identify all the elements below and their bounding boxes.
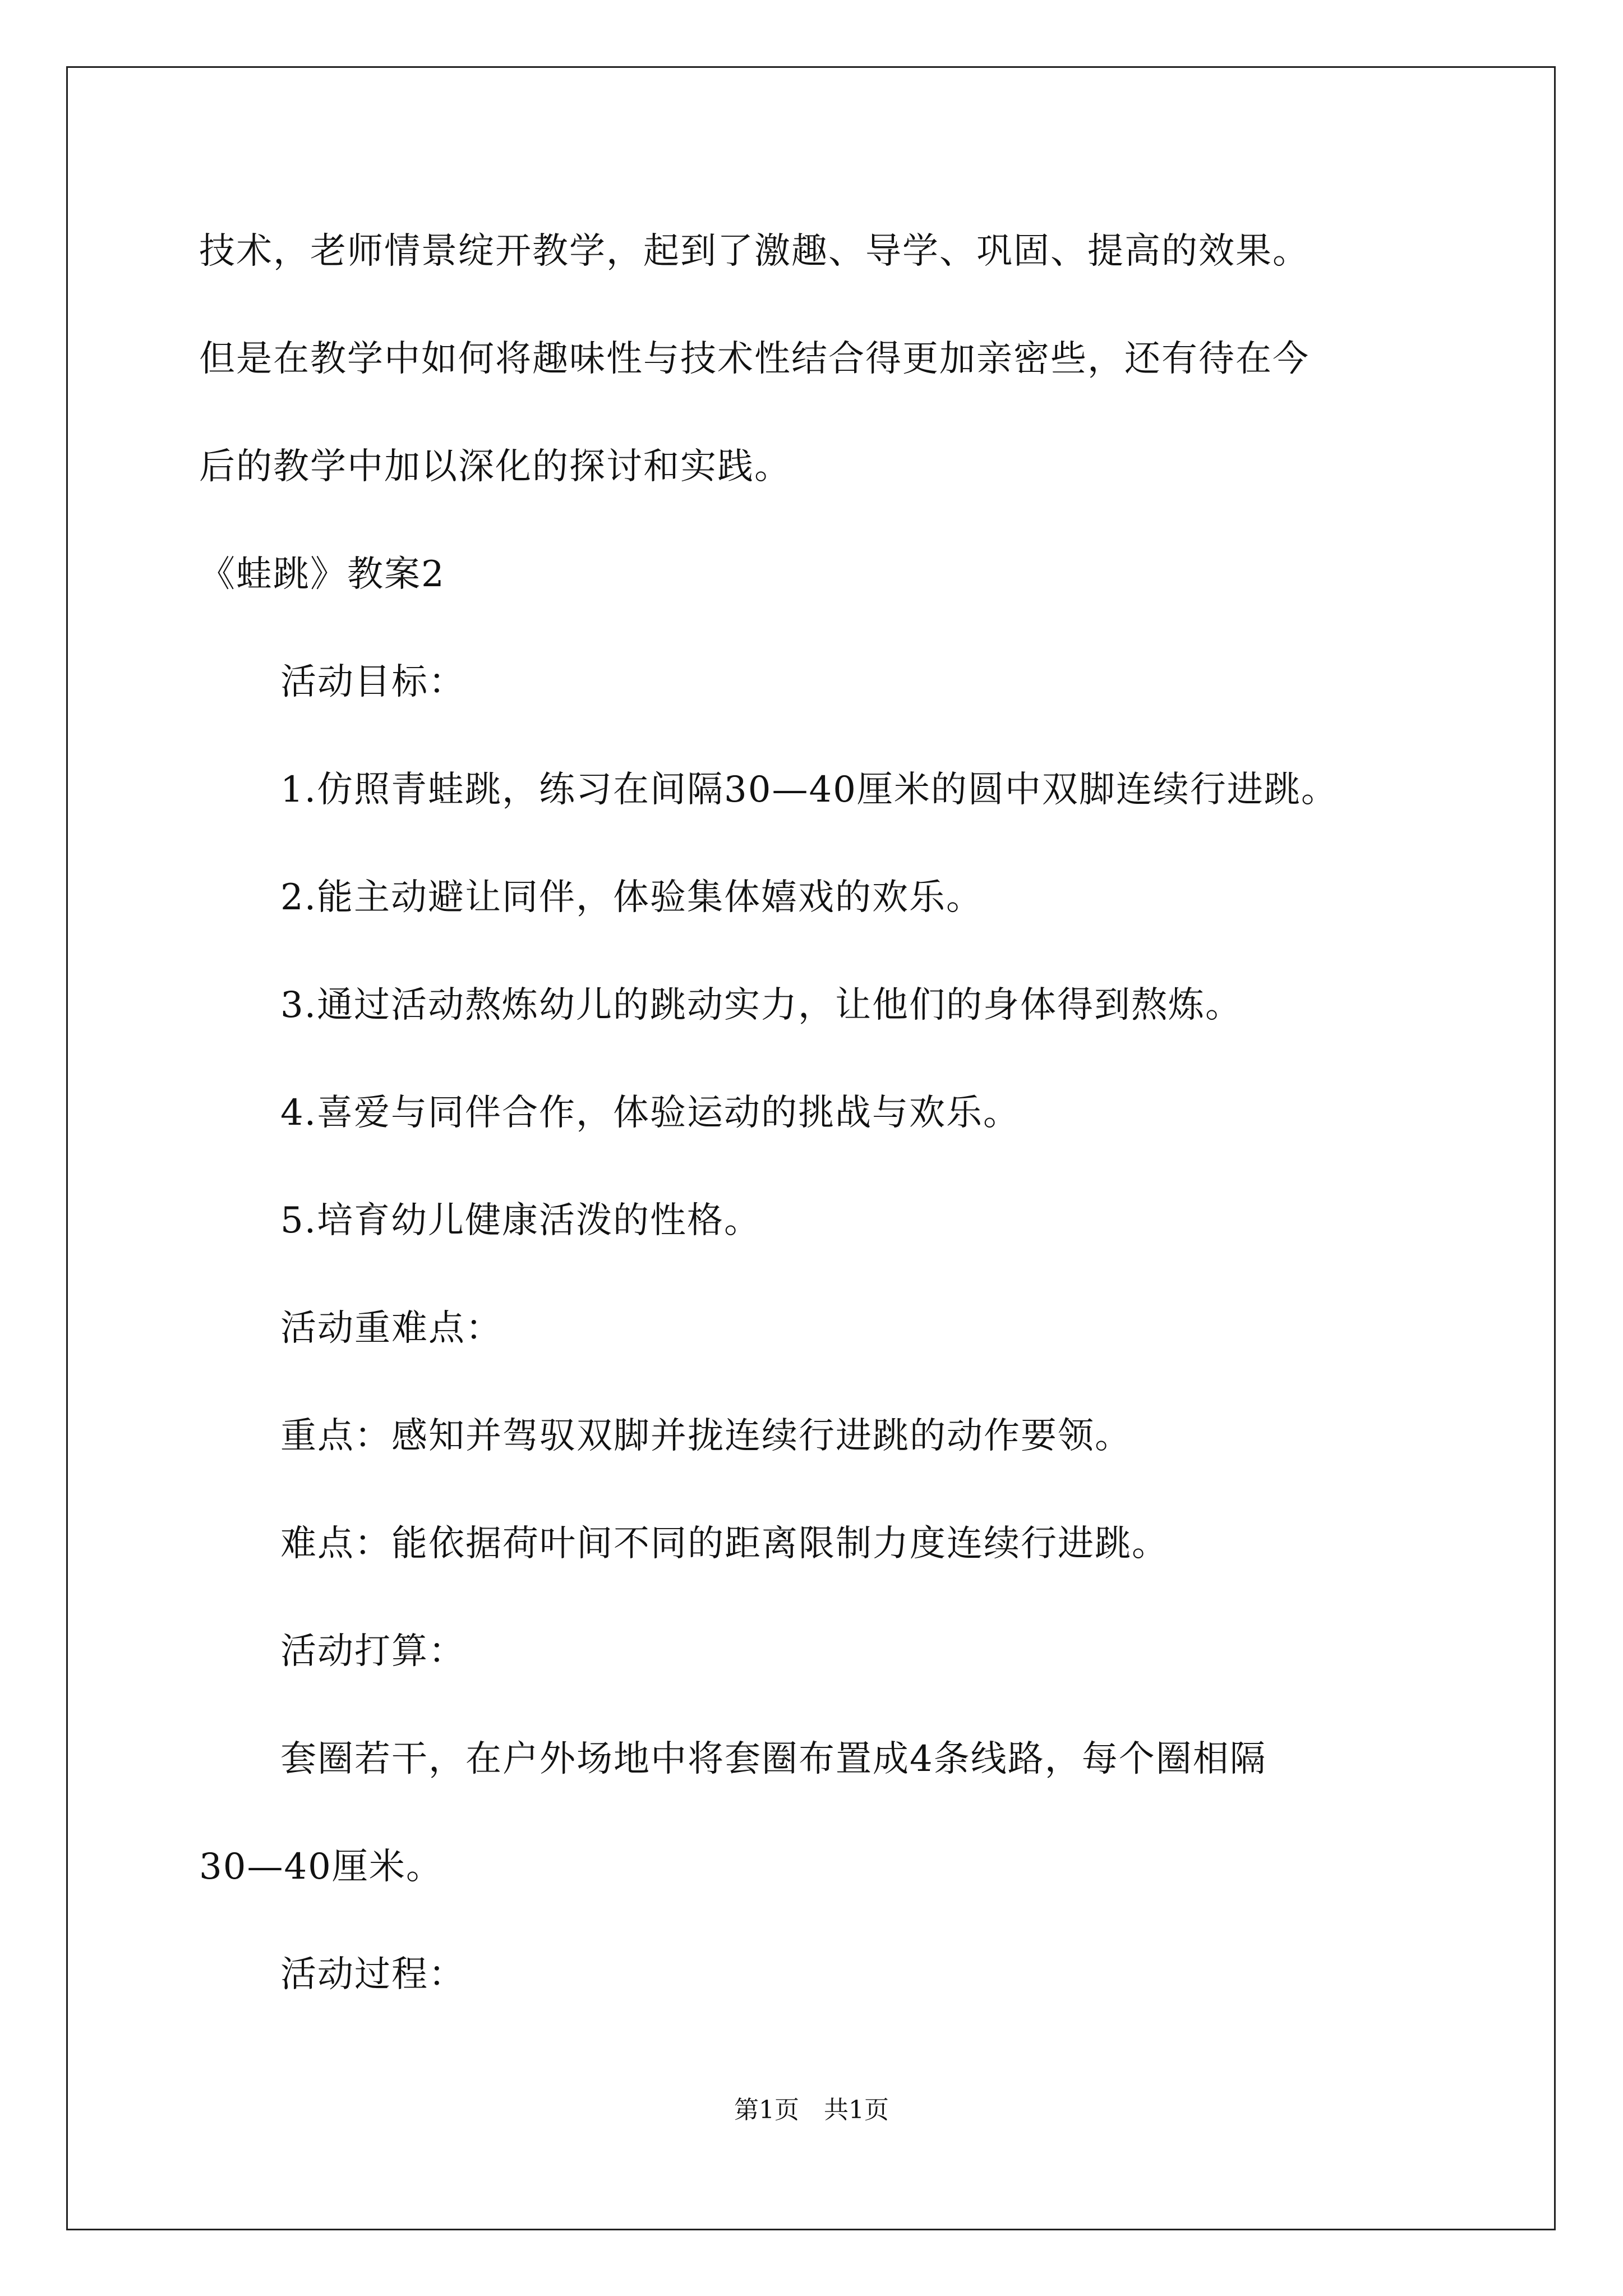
objective-item-4: 4.喜爱与同伴合作，体验运动的挑战与欢乐。	[280, 1092, 1021, 1134]
lesson-plan-heading: 《蛙跳》教案2	[199, 554, 445, 595]
section-heading-objectives: 活动目标：	[280, 661, 465, 703]
section-heading-key-points: 活动重难点：	[280, 1308, 502, 1349]
difficulty-text: 难点：能依据荷叶间不同的距离限制力度连续行进跳。	[280, 1523, 1169, 1565]
key-point-text: 重点：感知并驾驭双脚并拢连续行进跳的动作要领。	[280, 1415, 1132, 1457]
objective-item-5: 5.培育幼儿健康活泼的性格。	[280, 1200, 762, 1241]
body-text-line-1: 技术，老师情景绽开教学，起到了激趣、导学、巩固、提高的效果。	[199, 231, 1310, 272]
body-text-line-3: 后的教学中加以深化的探讨和实践。	[199, 446, 791, 487]
objective-item-1: 1.仿照青蛙跳，练习在间隔30—40厘米的圆中双脚连续行进跳。	[280, 769, 1338, 811]
objective-item-3: 3.通过活动熬炼幼儿的跳动实力，让他们的身体得到熬炼。	[280, 984, 1243, 1026]
body-text-line-2: 但是在教学中如何将趣味性与技术性结合得更加亲密些，还有待在今	[199, 338, 1310, 380]
page-frame	[66, 66, 1556, 2230]
objective-item-2: 2.能主动避让同伴，体验集体嬉戏的欢乐。	[280, 877, 984, 918]
preparation-text-line-2: 30—40厘米。	[199, 1846, 443, 1888]
page-number-footer: 第1页 共1页	[734, 2096, 889, 2124]
section-heading-process: 活动过程：	[280, 1954, 465, 1995]
section-heading-preparation: 活动打算：	[280, 1631, 465, 1672]
preparation-text-line-1: 套圈若干，在户外场地中将套圈布置成4条线路，每个圈相隔	[280, 1738, 1267, 1780]
